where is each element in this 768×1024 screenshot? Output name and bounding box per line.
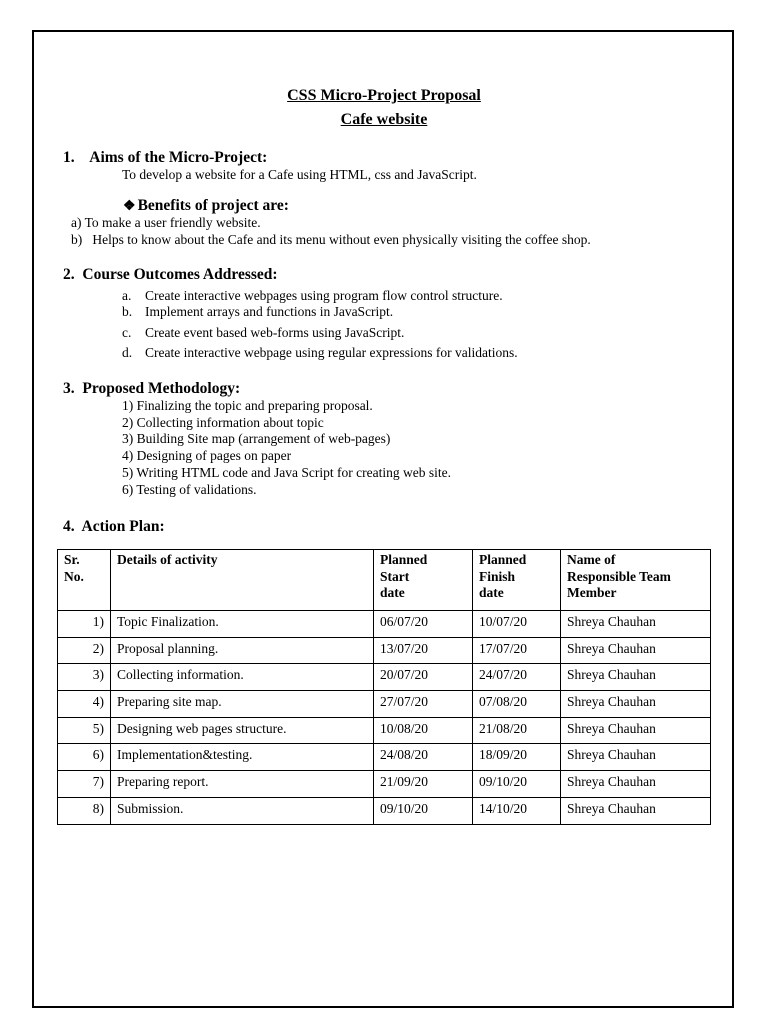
diamond-bullet-icon: ❖ xyxy=(123,199,136,214)
table-row xyxy=(58,744,711,771)
aims-text: To develop a website for a Cafe using HTML, css and JavaScript. xyxy=(122,167,477,182)
cell-no: 1) xyxy=(58,611,111,638)
cell-finish: 14/10/20 xyxy=(473,797,561,824)
header-text: date xyxy=(380,585,405,600)
header-text: Details of activity xyxy=(117,552,218,567)
cell-finish: 17/07/20 xyxy=(473,637,561,664)
methodology-item: 5) Writing HTML code and Java Script for creating web site. xyxy=(122,465,451,480)
table-row xyxy=(58,664,711,691)
cell-finish: 21/08/20 xyxy=(473,717,561,744)
cell-finish: 07/08/20 xyxy=(473,691,561,718)
table-header-row xyxy=(58,550,711,611)
cell-activity: Preparing site map. xyxy=(111,691,374,718)
methodology-item: 4) Designing of pages on paper xyxy=(122,448,292,463)
table-row xyxy=(58,691,711,718)
header-planned-start xyxy=(374,550,473,611)
header-text: Responsible Team xyxy=(567,568,671,584)
cell-member: Shreya Chauhan xyxy=(561,611,711,638)
table-row xyxy=(58,637,711,664)
cell-activity: Collecting information. xyxy=(111,664,374,691)
cell-no: 5) xyxy=(58,717,111,744)
outcome-marker: a. xyxy=(122,288,132,303)
header-text: date xyxy=(479,585,504,600)
outcome-item xyxy=(122,345,518,361)
cell-member: Shreya Chauhan xyxy=(561,637,711,664)
methodology-item: 1) Finalizing the topic and preparing proposal. xyxy=(122,398,373,413)
cell-member: Shreya Chauhan xyxy=(561,664,711,691)
cell-finish: 18/09/20 xyxy=(473,744,561,771)
document-subtitle: Cafe website xyxy=(340,111,428,128)
cell-no: 8) xyxy=(58,797,111,824)
cell-start: 20/07/20 xyxy=(374,664,473,691)
table-row xyxy=(58,611,711,638)
outcome-marker: b. xyxy=(122,304,133,319)
header-text: Finish xyxy=(479,568,516,584)
outcome-text: Create interactive webpages using program flow control structure. xyxy=(145,288,503,303)
cell-member: Shreya Chauhan xyxy=(561,744,711,771)
cell-finish: 10/07/20 xyxy=(473,611,561,638)
methodology-heading: 3. Proposed Methodology: xyxy=(63,380,241,397)
cell-start: 06/07/20 xyxy=(374,611,473,638)
cell-activity: Preparing report. xyxy=(111,771,374,798)
action-plan-table xyxy=(57,549,711,825)
aims-heading: 1. Aims of the Micro-Project: xyxy=(63,149,268,166)
header-text: Name of xyxy=(567,552,616,567)
header-text: Member xyxy=(567,585,617,600)
cell-start: 27/07/20 xyxy=(374,691,473,718)
action-plan-heading: 4. Action Plan: xyxy=(63,518,165,535)
cell-activity: Designing web pages structure. xyxy=(111,717,374,744)
header-text: Start xyxy=(380,568,410,584)
cell-no: 4) xyxy=(58,691,111,718)
cell-no: 6) xyxy=(58,744,111,771)
benefits-heading xyxy=(123,197,289,215)
outcome-item xyxy=(122,325,404,341)
cell-no: 2) xyxy=(58,637,111,664)
cell-activity: Topic Finalization. xyxy=(111,611,374,638)
outcomes-heading: 2. Course Outcomes Addressed: xyxy=(63,266,278,283)
cell-no: 3) xyxy=(58,664,111,691)
cell-activity: Submission. xyxy=(111,797,374,824)
cell-member: Shreya Chauhan xyxy=(561,717,711,744)
table-row xyxy=(58,771,711,798)
outcome-item xyxy=(122,288,503,304)
cell-start: 10/08/20 xyxy=(374,717,473,744)
cell-activity: Proposal planning. xyxy=(111,637,374,664)
cell-start: 21/09/20 xyxy=(374,771,473,798)
document-title: CSS Micro-Project Proposal xyxy=(287,87,481,104)
methodology-item: 2) Collecting information about topic xyxy=(122,415,324,430)
benefits-heading-text: Benefits of project are: xyxy=(137,197,289,214)
methodology-item: 3) Building Site map (arrangement of web-pages) xyxy=(122,431,391,446)
benefit-item: a) To make a user friendly website. xyxy=(71,215,261,230)
methodology-item: 6) Testing of validations. xyxy=(122,482,257,497)
cell-start: 24/08/20 xyxy=(374,744,473,771)
outcome-item xyxy=(122,304,393,320)
cell-member: Shreya Chauhan xyxy=(561,797,711,824)
outcome-text: Create interactive webpage using regular expressions for validations. xyxy=(145,345,518,360)
header-text: Planned xyxy=(380,552,428,567)
cell-member: Shreya Chauhan xyxy=(561,771,711,798)
table-row xyxy=(58,797,711,824)
outcome-marker: c. xyxy=(122,325,132,340)
benefit-item: b) Helps to know about the Cafe and its menu without even physically visiting the coffee shop. xyxy=(71,232,591,247)
header-text: Sr. xyxy=(64,552,80,567)
cell-finish: 24/07/20 xyxy=(473,664,561,691)
outcome-text: Create event based web-forms using JavaScript. xyxy=(145,325,405,340)
cell-activity: Implementation&testing. xyxy=(111,744,374,771)
header-details xyxy=(111,550,374,611)
cell-start: 09/10/20 xyxy=(374,797,473,824)
table-row xyxy=(58,717,711,744)
outcome-marker: d. xyxy=(122,345,133,360)
header-responsible-member xyxy=(561,550,711,611)
header-text: No. xyxy=(64,568,84,584)
cell-member: Shreya Chauhan xyxy=(561,691,711,718)
cell-no: 7) xyxy=(58,771,111,798)
cell-start: 13/07/20 xyxy=(374,637,473,664)
header-planned-finish xyxy=(473,550,561,611)
cell-finish: 09/10/20 xyxy=(473,771,561,798)
outcome-text: Implement arrays and functions in JavaScript. xyxy=(145,304,394,319)
header-sr-no xyxy=(58,550,111,611)
header-text: Planned xyxy=(479,552,527,567)
